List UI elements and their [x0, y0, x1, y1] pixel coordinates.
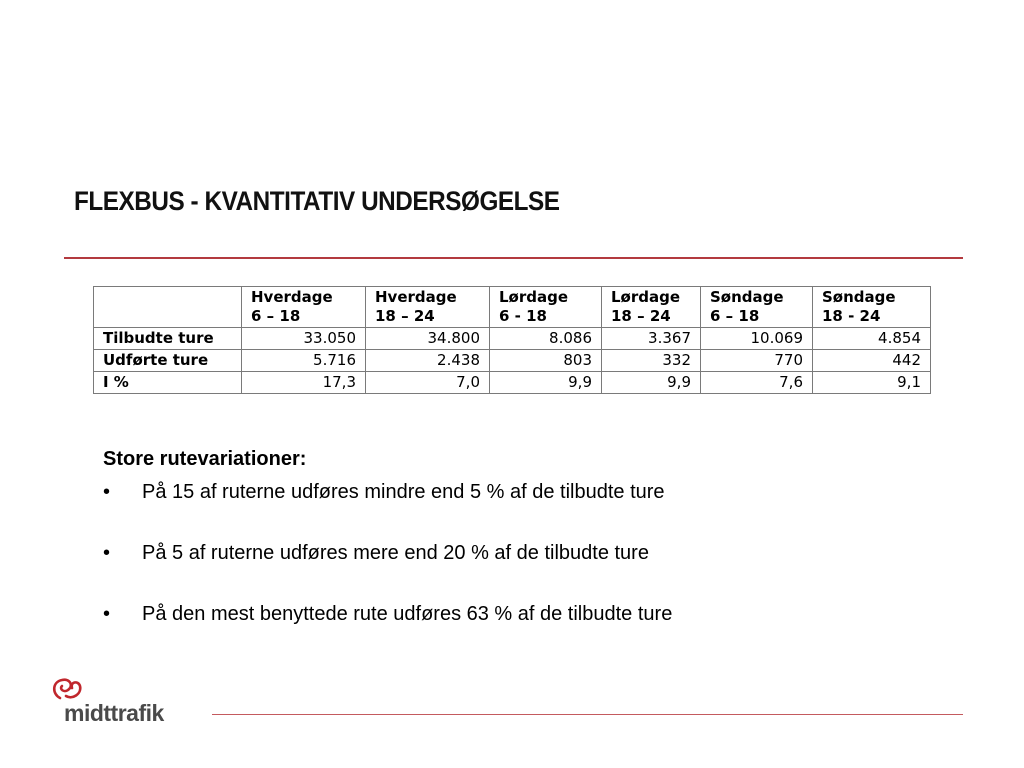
slide-title: FLEXBUS - KVANTITATIV UNDERSØGELSE: [74, 186, 560, 216]
table-cell: 17,3: [242, 372, 366, 394]
list-item-text: På 5 af ruterne udføres mere end 20 % af de tilbudte ture: [142, 542, 649, 564]
column-header: Hverdage 6 – 18: [242, 287, 366, 328]
table-row: [94, 350, 931, 372]
column-header: Søndage 18 - 24: [813, 287, 931, 328]
notes-heading: Store rutevariationer:: [103, 448, 307, 470]
column-header: Hverdage 18 – 24: [366, 287, 490, 328]
column-header: Lørdage 18 – 24: [602, 287, 701, 328]
logo-wordmark: midttrafik: [64, 700, 164, 726]
list-item: [103, 599, 903, 630]
table-cell: 7,6: [701, 372, 813, 394]
footer-divider: [212, 714, 963, 715]
table-cell: 9,9: [490, 372, 602, 394]
table-cell: 34.800: [366, 328, 490, 350]
bullet-icon: •: [103, 481, 111, 503]
table-row: [94, 328, 931, 350]
table-cell: 4.854: [813, 328, 931, 350]
table-cell: 7,0: [366, 372, 490, 394]
row-label: Udførte ture: [94, 350, 242, 372]
title-divider: [64, 257, 963, 259]
table-cell: 8.086: [490, 328, 602, 350]
table-cell: 33.050: [242, 328, 366, 350]
table-cell: 5.716: [242, 350, 366, 372]
flexbus-data-table: [93, 286, 931, 394]
list-item: [103, 538, 903, 569]
table-cell: 9,9: [602, 372, 701, 394]
list-item-text: På 15 af ruterne udføres mindre end 5 % af de tilbudte ture: [142, 481, 665, 503]
bullet-icon: •: [103, 542, 111, 564]
column-header: Søndage 6 – 18: [701, 287, 813, 328]
table-cell: 442: [813, 350, 931, 372]
table-cell: 10.069: [701, 328, 813, 350]
list-item-text: På den mest benyttede rute udføres 63 % af de tilbudte ture: [142, 603, 673, 625]
column-header: Lørdage 6 - 18: [490, 287, 602, 328]
notes-list: [103, 477, 903, 630]
table-cell: 803: [490, 350, 602, 372]
row-label: I %: [94, 372, 242, 394]
table-cell: 3.367: [602, 328, 701, 350]
table-row: [94, 372, 931, 394]
table-corner-cell: [94, 287, 242, 328]
bullet-icon: •: [103, 603, 111, 625]
midttrafik-logo: [50, 676, 190, 728]
table-cell: 9,1: [813, 372, 931, 394]
table-header-row: [94, 287, 931, 328]
table-cell: 332: [602, 350, 701, 372]
notes-section: [103, 448, 903, 630]
table-cell: 770: [701, 350, 813, 372]
row-label: Tilbudte ture: [94, 328, 242, 350]
list-item: [103, 477, 903, 508]
table-cell: 2.438: [366, 350, 490, 372]
